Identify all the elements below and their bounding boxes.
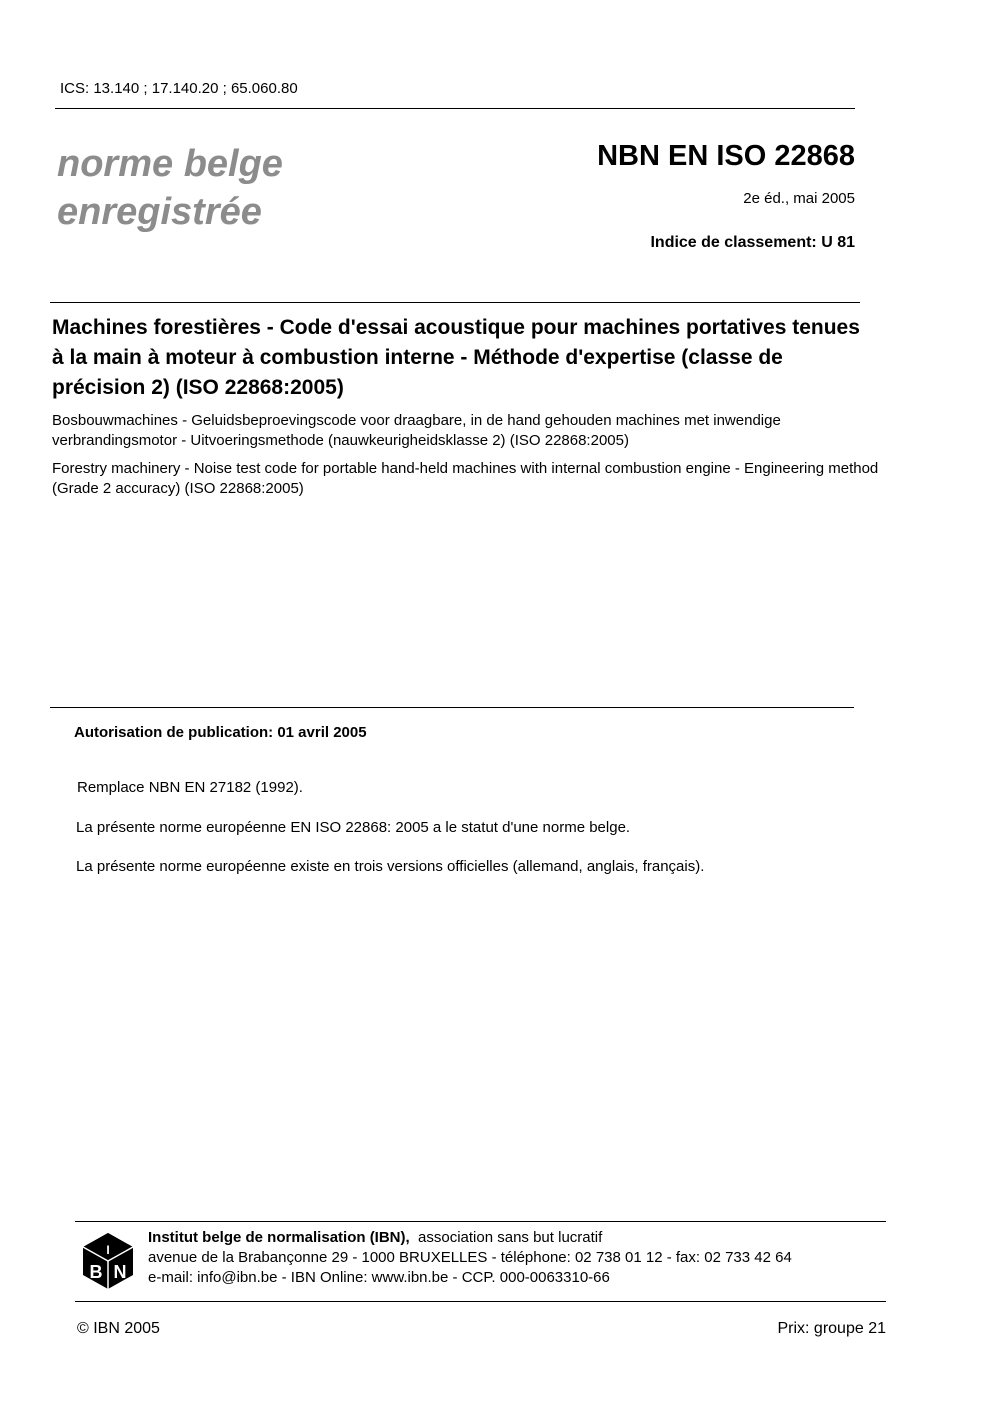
svg-text:B: B [89, 1262, 103, 1282]
title-dutch: Bosbouwmachines - Geluidsbeproevingscode voor draagbare, in de hand gehouden machines met inwendige verbrandingsmotor - Uitvoeringsmethode (nauwkeurigheidsklasse 2) (ISO 22868:2005) [52, 412, 781, 449]
svg-text:N: N [113, 1262, 127, 1282]
standard-number: NBN EN ISO 22868 [597, 140, 855, 172]
replaces-note: Remplace NBN EN 27182 (1992). [77, 779, 303, 796]
title-english: Forestry machinery - Noise test code for portable hand-held machines with internal combustion engine - Engineering method (Grade 2 accuracy) (ISO 22868:2005) [52, 460, 879, 497]
publication-divider [50, 707, 854, 708]
title-divider [50, 302, 860, 303]
status-note: La présente norme européenne EN ISO 22868: 2005 a le statut d'une norme belge. [76, 819, 631, 836]
footer-bottom-divider [75, 1301, 886, 1302]
footer-top-divider [75, 1221, 886, 1222]
classification-index: Indice de classement: U 81 [650, 234, 855, 251]
watermark-line2: enregistrée [57, 191, 262, 233]
price-group: Prix: groupe 21 [777, 1320, 886, 1337]
svg-text:I: I [106, 1243, 110, 1257]
publication-authorization: Autorisation de publication: 01 avril 2005 [74, 724, 367, 741]
institute-type: association sans but lucratif [409, 1229, 603, 1246]
copyright: © IBN 2005 [77, 1320, 160, 1337]
institute-contact: e-mail: info@ibn.be - IBN Online: www.ibn.be - CCP. 000-0063310-66 [148, 1269, 610, 1286]
watermark-line1: norme belge [57, 143, 283, 185]
institute-address: avenue de la Brabançonne 29 - 1000 BRUXELLES - téléphone: 02 738 01 12 - fax: 02 733 42 64 [148, 1249, 792, 1266]
edition-date: 2e éd., mai 2005 [743, 190, 855, 207]
top-divider [55, 108, 855, 109]
watermark-heading [57, 140, 283, 236]
versions-note: La présente norme européenne existe en trois versions officielles (allemand, anglais, français). [76, 858, 705, 875]
institute-line [148, 1228, 792, 1248]
institute-info [148, 1228, 792, 1288]
institute-name: Institut belge de normalisation (IBN), [148, 1229, 410, 1246]
ibn-logo-icon [82, 1232, 134, 1290]
ics-codes: ICS: 13.140 ; 17.140.20 ; 65.060.80 [60, 80, 298, 97]
title-french: Machines forestières - Code d'essai acoustique pour machines portatives tenues à la main à moteur à combustion interne - Méthode d'expertise (classe de précision 2) (ISO 22868:2005) [52, 316, 860, 399]
